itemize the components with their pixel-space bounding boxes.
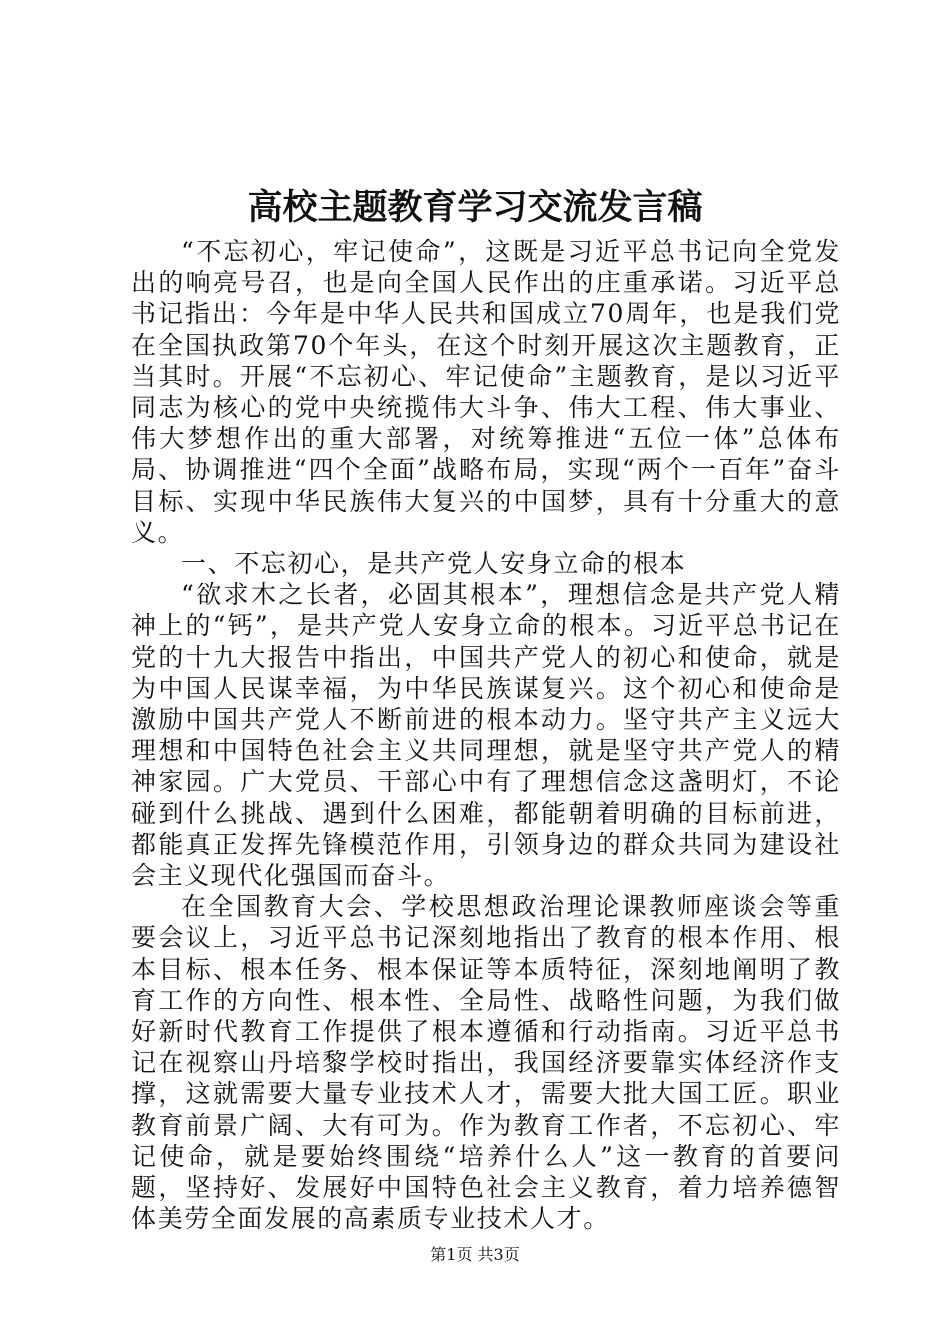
paragraph-ideals: “欲求木之长者，必固其根本”，理想信念是共产党人精神上的“钙”，是共产党人安身立命的根本。习近平总书记在党的十九大报告中指出，中国共产党人的初心和使命，就是为中国人民谋幸福，为中华民族谋复兴。这个初心和使命是激励中国共产党人不断前进的根本动力。坚守共产主义远大理想和中国特色社会主义共同理想，就是坚守共产党人的精神家园。广大党员、干部心中有了理想信念这盏明灯，不论碰到什么挑战、遇到什么困难，都能朝着明确的目标前进，都能真正发挥先锋模范作用，引领身边的群众共同为建设社会主义现代化强国而奋斗。 bbox=[131, 580, 841, 891]
paragraph-education: 在全国教育大会、学校思想政治理论课教师座谈会等重要会议上，习近平总书记深刻地指出了教育的根本作用、根本目标、根本任务、根本保证等本质特征，深刻地阐明了教育工作的方向性、根本性、全局性、战略性问题，为我们做好新时代教育工作提供了根本遵循和行动指南。习近平总书记在视察山丹培黎学校时指出，我国经济要靠实体经济作支撑，这就需要大量专业技术人才，需要大批大国工匠。职业教育前景广阔、大有可为。作为教育工作者，不忘初心、牢记使命，就是要始终围绕“培养什么人”这一教育的首要问题，坚持好、发展好中国特色社会主义教育，着力培养德智体美劳全面发展的高素质专业技术人才。 bbox=[131, 892, 841, 1234]
document-body bbox=[131, 236, 841, 1235]
section-heading-1: 一、不忘初心，是共产党人安身立命的根本 bbox=[181, 549, 687, 579]
paragraph-intro: “不忘初心，牢记使命”，这既是习近平总书记向全党发出的响亮号召，也是向全国人民作出的庄重承诺。习近平总书记指出：今年是中华人民共和国成立70周年，也是我们党在全国执政第70个年头，在这个时刻开展这次主题教育，正当其时。开展“不忘初心、牢记使命”主题教育，是以习近平同志为核心的党中央统揽伟大斗争、伟大工程、伟大事业、伟大梦想作出的重大部署，对统筹推进“五位一体”总体布局、协调推进“四个全面”战略布局，实现“两个一百年”奋斗目标、实现中华民族伟大复兴的中国梦，具有十分重大的意义。 bbox=[131, 237, 841, 547]
document-title: 高校主题教育学习交流发言稿 bbox=[247, 187, 703, 228]
page-footer: 第1页 共3页 bbox=[430, 1245, 520, 1264]
